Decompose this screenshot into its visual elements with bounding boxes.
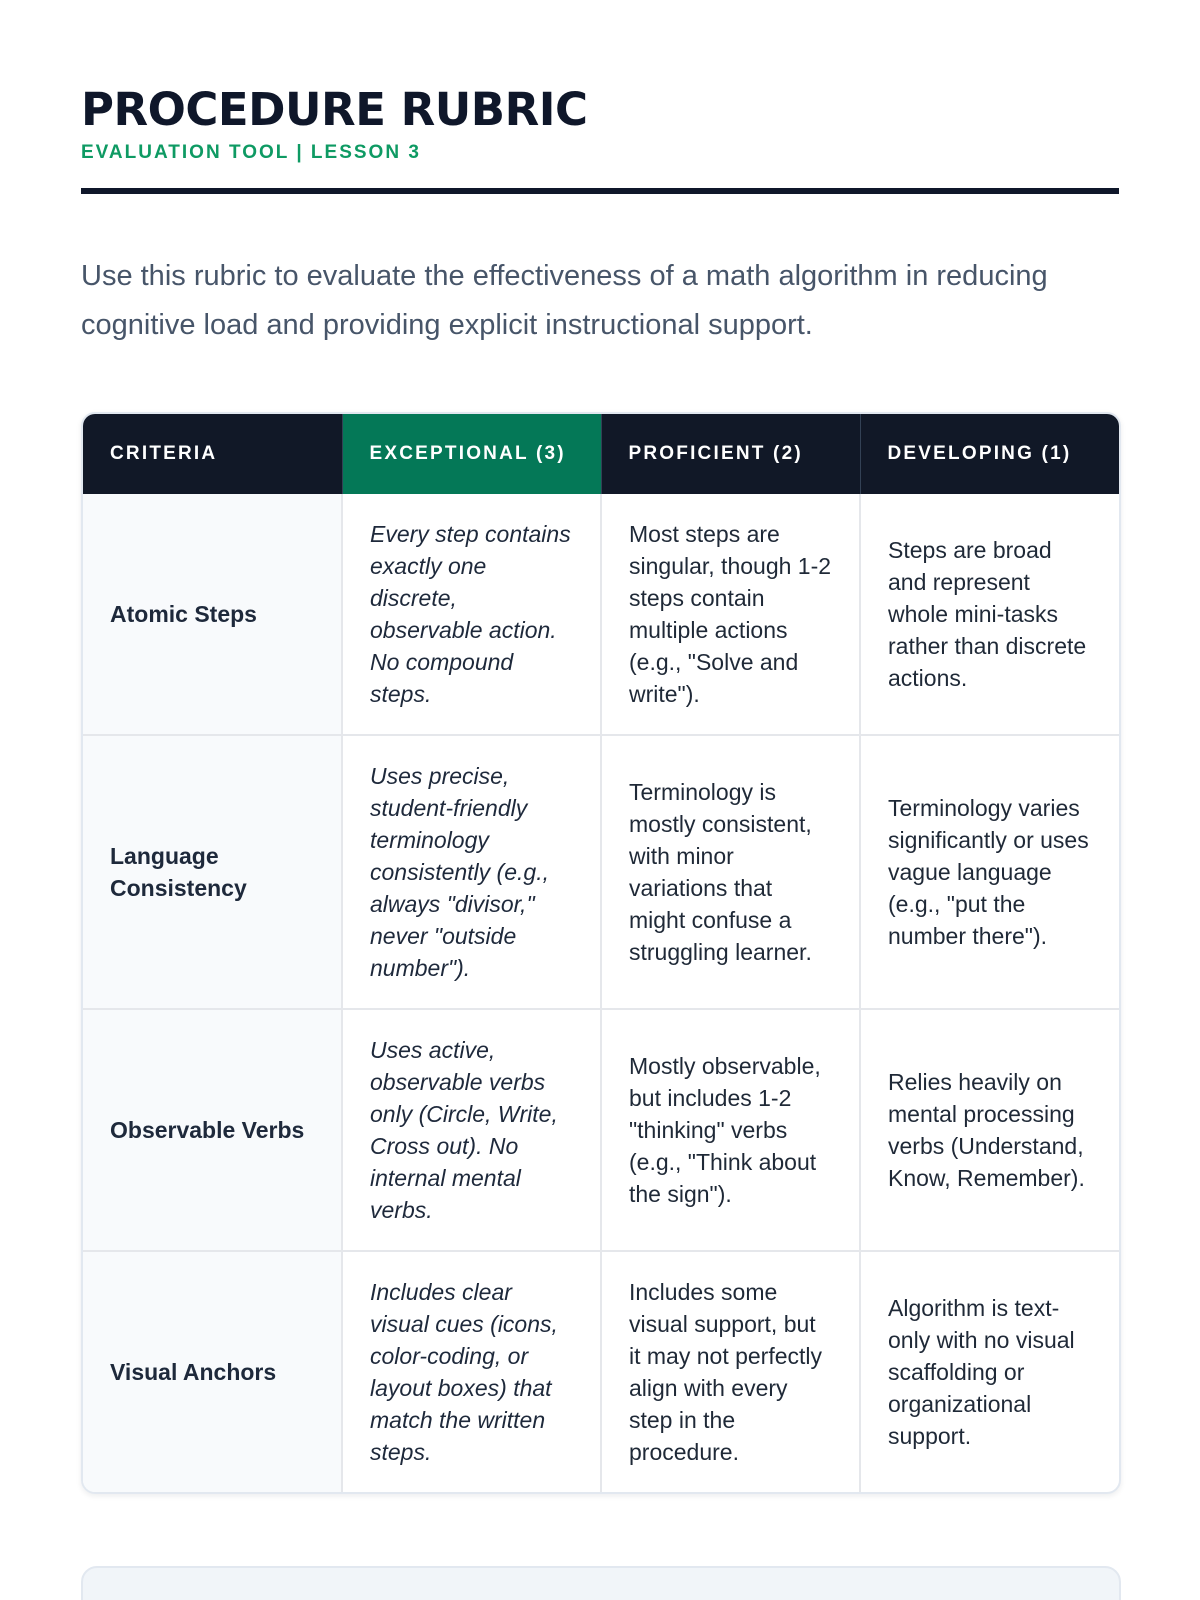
page-subtitle: EVALUATION TOOL | LESSON 3 — [81, 142, 421, 163]
rubric-row-visual-anchors — [83, 1251, 1119, 1492]
developing-cell: Algorithm is text-only with no visual scaffolding or organizational support. — [860, 1251, 1119, 1492]
proficient-cell: Most steps are singular, though 1-2 steps contain multiple actions (e.g., "Solve and write"). — [601, 494, 860, 735]
exceptional-cell: Includes clear visual cues (icons, color-coding, or layout boxes) that match the written steps. — [342, 1251, 601, 1492]
exceptional-cell: Uses active, observable verbs only (Circle, Write, Cross out). No internal mental verbs. — [342, 1009, 601, 1251]
column-header-proficient: PROFICIENT (2) — [601, 414, 860, 494]
criteria-cell: Observable Verbs — [83, 1009, 342, 1251]
page-title: PROCEDURE RUBRIC — [81, 83, 588, 136]
criteria-cell: Language Consistency — [83, 735, 342, 1009]
rubric-table — [83, 414, 1119, 1492]
column-header-developing: DEVELOPING (1) — [860, 414, 1119, 494]
rubric-table-container — [81, 412, 1121, 1494]
rubric-row-observable-verbs — [83, 1009, 1119, 1251]
developing-cell: Terminology varies significantly or uses vague language (e.g., "put the number there"). — [860, 735, 1119, 1009]
criteria-cell: Atomic Steps — [83, 494, 342, 735]
rubric-row-atomic-steps — [83, 494, 1119, 735]
criteria-cell: Visual Anchors — [83, 1251, 342, 1492]
header-divider — [81, 188, 1119, 194]
developing-cell: Relies heavily on mental processing verbs (Understand, Know, Remember). — [860, 1009, 1119, 1251]
rubric-row-language-consistency — [83, 735, 1119, 1009]
exceptional-cell: Uses precise, student-friendly terminology consistently (e.g., always "divisor," never "outside number"). — [342, 735, 601, 1009]
notes-panel — [81, 1566, 1121, 1600]
column-header-exceptional: EXCEPTIONAL (3) — [342, 414, 601, 494]
exceptional-cell: Every step contains exactly one discrete, observable action. No compound steps. — [342, 494, 601, 735]
column-header-criteria: CRITERIA — [83, 414, 342, 494]
proficient-cell: Mostly observable, but includes 1-2 "thinking" verbs (e.g., "Think about the sign"). — [601, 1009, 860, 1251]
developing-cell: Steps are broad and represent whole mini-tasks rather than discrete actions. — [888, 537, 1087, 691]
proficient-cell: Terminology is mostly consistent, with minor variations that might confuse a struggling learner. — [601, 735, 860, 1009]
rubric-header-row — [83, 414, 1119, 494]
intro-paragraph: Use this rubric to evaluate the effectiveness of a math algorithm in reducing cognitive load and providing explicit instructional support. — [81, 260, 1048, 341]
proficient-cell: Includes some visual support, but it may not perfectly align with every step in the procedure. — [601, 1251, 860, 1492]
